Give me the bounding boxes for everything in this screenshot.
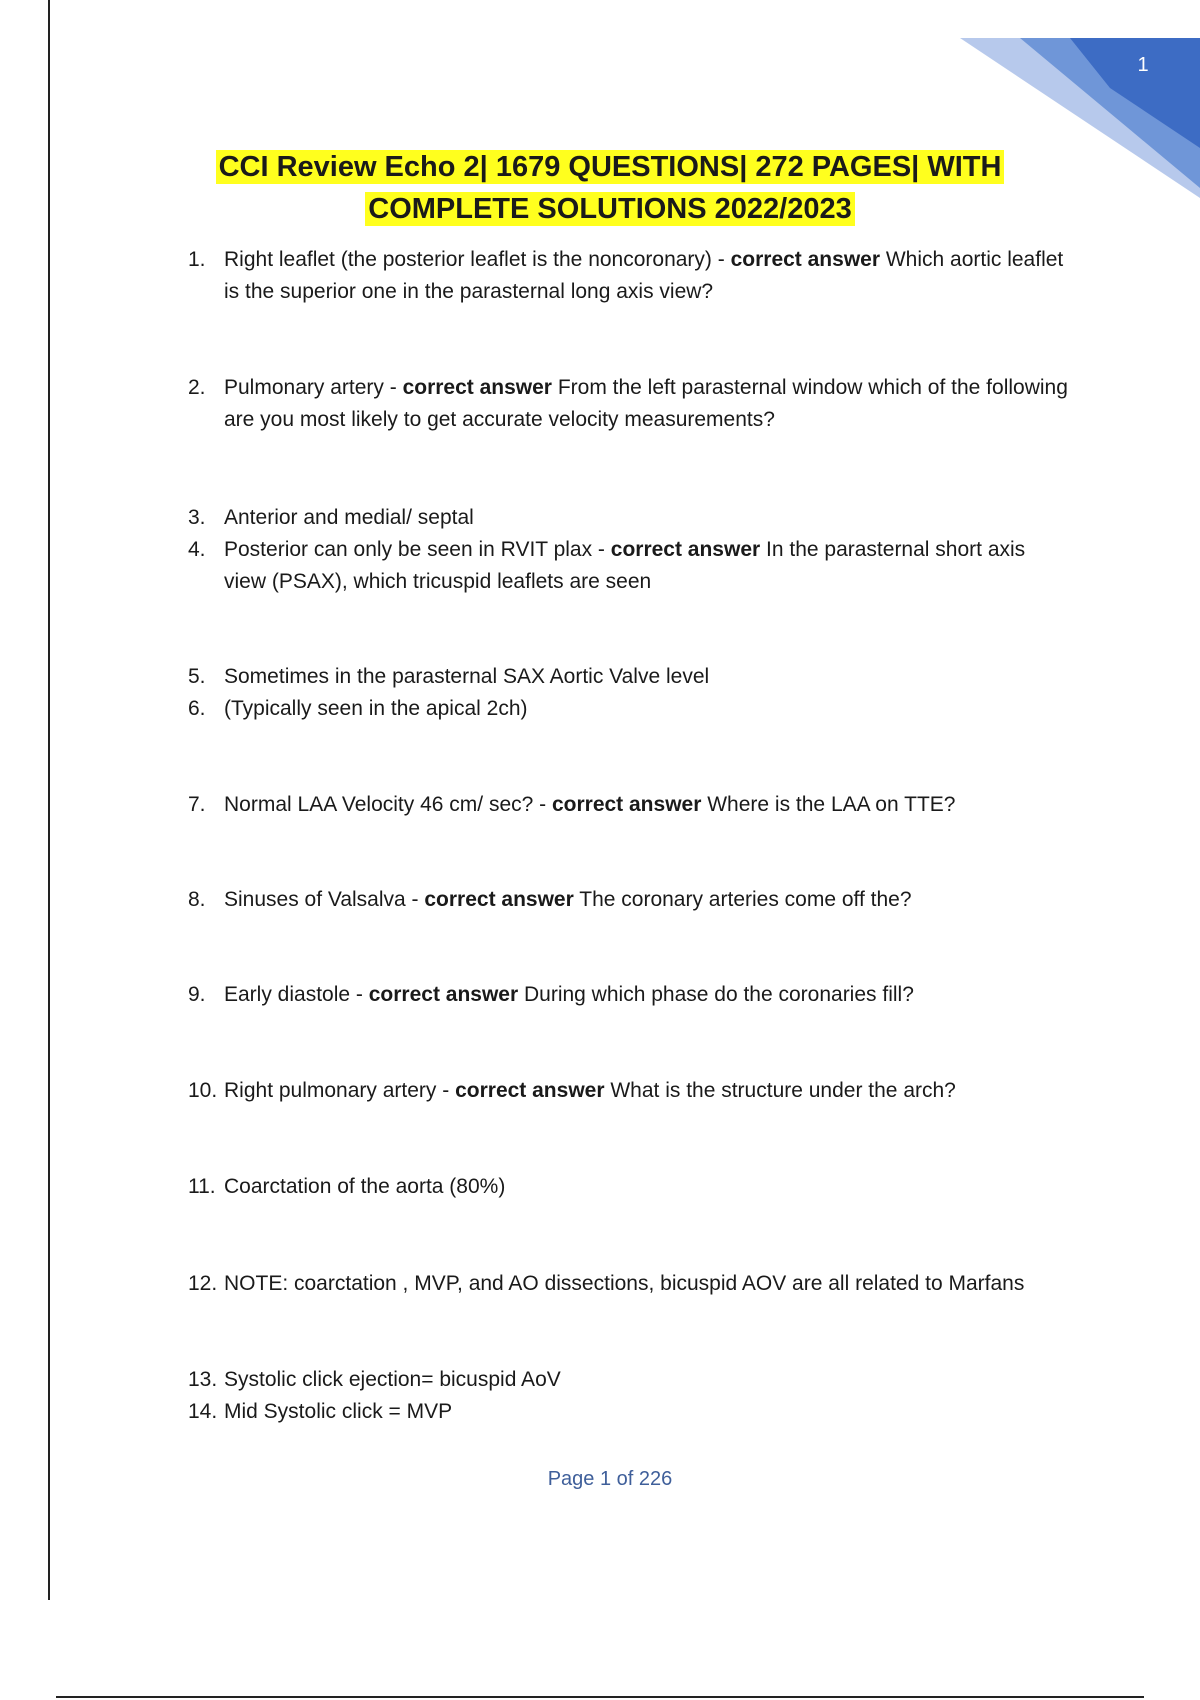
bottom-rule [56, 1696, 1144, 1698]
item-text [224, 661, 1068, 693]
list-item [188, 372, 1068, 436]
list-item [188, 1268, 1068, 1300]
item-text [224, 1075, 1068, 1107]
list-item [188, 1075, 1068, 1107]
list-item [188, 884, 1068, 916]
item-text [224, 884, 1068, 916]
item-number: 1. [188, 248, 206, 271]
list-item [188, 502, 1068, 534]
item-answer: Sometimes in the parasternal SAX Aortic Valve level [224, 665, 710, 688]
item-question: In the parasternal short axis view (PSAX), which tricuspid leaflets are seen [224, 538, 1026, 593]
list-item [188, 661, 1068, 693]
item-text [224, 372, 1068, 436]
item-number: 3. [188, 506, 206, 529]
item-text [224, 1364, 1068, 1396]
item-question: Where is the LAA on TTE? [701, 793, 956, 816]
list-item [188, 244, 1068, 308]
correct-answer-label: correct answer [610, 538, 761, 561]
item-answer: Posterior can only be seen in RVIT plax - [224, 538, 611, 561]
item-answer: Right pulmonary artery - [224, 1079, 456, 1102]
correct-answer-label: correct answer [730, 248, 881, 271]
item-number: 5. [188, 665, 206, 688]
correct-answer-label: correct answer [455, 1079, 605, 1102]
item-text [224, 1268, 1068, 1300]
item-text [224, 1396, 1068, 1428]
corner-page-number: 1 [1137, 54, 1149, 76]
correct-answer-label: correct answer [368, 983, 519, 1006]
item-question: Which aortic leaflet is the superior one in the parasternal long axis view? [224, 248, 1064, 303]
item-number: 13. [188, 1368, 218, 1391]
item-answer: Coarctation of the aorta (80%) [224, 1175, 506, 1198]
item-text [224, 534, 1068, 598]
list-item [188, 1396, 1068, 1428]
list-item [188, 534, 1068, 598]
item-question: The coronary arteries come off the? [573, 888, 912, 911]
item-text [224, 502, 1068, 534]
page-footer: Page 1 of 226 [547, 1468, 673, 1490]
item-answer: Early diastole - [224, 983, 369, 1006]
item-question: During which phase do the coronaries fill? [518, 983, 914, 1006]
item-answer: (Typically seen in the apical 2ch) [224, 697, 528, 720]
correct-answer-label: correct answer [551, 793, 702, 816]
item-answer: Sinuses of Valsalva - [224, 888, 425, 911]
item-number: 9. [188, 983, 206, 1006]
item-number: 7. [188, 793, 206, 816]
list-item [188, 979, 1068, 1011]
item-question: From the left parasternal window which of the following are you most likely to get accurate velocity measurements? [224, 376, 1068, 431]
item-number: 6. [188, 697, 206, 720]
item-text [224, 1171, 1068, 1203]
item-text [224, 693, 1068, 725]
item-answer: NOTE: coarctation , MVP, and AO dissections, bicuspid AOV are all related to Marfans [224, 1272, 1025, 1295]
list-item [188, 789, 1068, 821]
list-item [188, 693, 1068, 725]
item-answer: Mid Systolic click = MVP [224, 1400, 453, 1423]
list-item [188, 1171, 1068, 1203]
title-highlight: CCI Review Echo 2| 1679 QUESTIONS| 272 PAGES| WITH COMPLETE SOLUTIONS 2022/2023 [216, 150, 1005, 226]
item-number: 11. [188, 1175, 216, 1198]
item-question: What is the structure under the arch? [604, 1079, 956, 1102]
item-answer: Normal LAA Velocity 46 cm/ sec? - [224, 793, 552, 816]
correct-answer-label: correct answer [402, 376, 552, 399]
item-number: 8. [188, 888, 206, 911]
item-text [224, 979, 1068, 1011]
correct-answer-label: correct answer [424, 888, 574, 911]
item-number: 10. [188, 1079, 218, 1102]
item-answer: Right leaflet (the posterior leaflet is the noncoronary) - [224, 248, 731, 271]
item-number: 4. [188, 538, 206, 561]
list-item [188, 1364, 1068, 1396]
item-number: 12. [188, 1272, 218, 1295]
item-number: 2. [188, 376, 206, 399]
item-text [224, 789, 1068, 821]
item-answer: Anterior and medial/ septal [224, 506, 474, 529]
left-margin-rule [48, 0, 50, 1600]
item-text [224, 244, 1068, 308]
item-number: 14. [188, 1400, 218, 1423]
document-title [150, 146, 1070, 230]
item-answer: Systolic click ejection= bicuspid AoV [224, 1368, 561, 1391]
item-answer: Pulmonary artery - [224, 376, 403, 399]
